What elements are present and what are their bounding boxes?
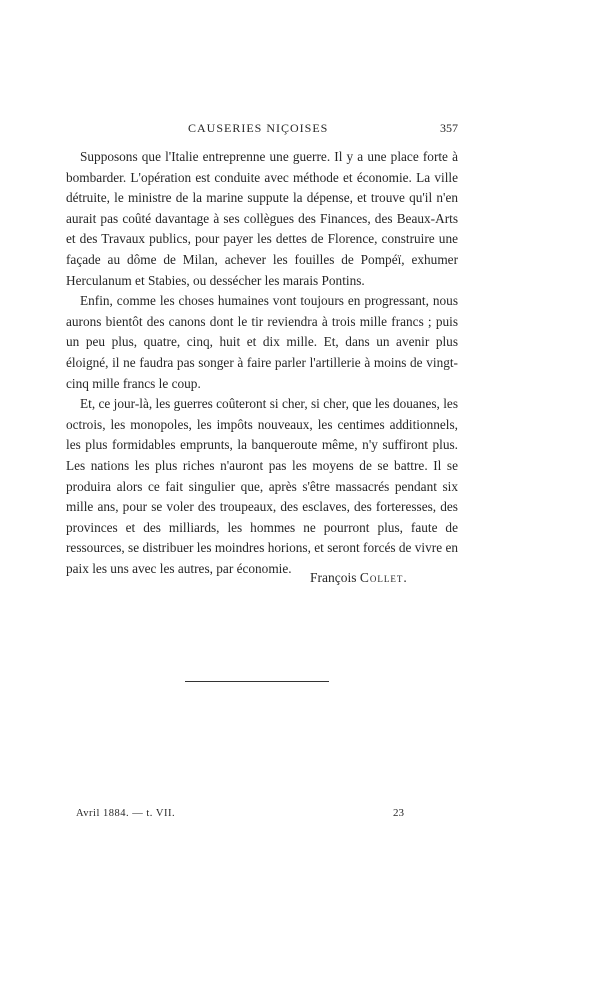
running-title: CAUSERIES NIÇOISES [188, 121, 329, 135]
issue-line: Avril 1884. — t. VII. [76, 808, 176, 819]
author-first-name: François [310, 570, 357, 585]
paragraph: Enfin, comme les choses humaines vont toujours en progressant, nous aurons bientôt des canons dont le tir reviendra à trois mille francs ; puis un peu plus, quatre, cinq, huit et dix mille. Et, dans un avenir plus éloigné, il ne faudra pas songer à faire parler l'artillerie à moins de vingt-cinq mille francs le coup. [66, 293, 458, 391]
paragraph: Supposons que l'Italie entreprenne une guerre. Il y a une place forte à bombarder. L'opération est conduite avec méthode et économie. La ville détruite, le ministre de la marine suppute la dépense, et trouve qu'il n'en aurait pas coûté davantage à ses collègues des Finances, des Beaux-Arts et des Travaux publics, pour payer les dettes de Florence, construire une façade au dôme de Milan, achever les fouilles de Pompéï, exhumer Herculanum et Stabies, ou dessécher les marais Pontins. [66, 149, 458, 288]
body-text [66, 147, 458, 579]
page-number: 357 [440, 121, 458, 135]
running-head [66, 121, 458, 139]
paragraph: Et, ce jour-là, les guerres coûteront si cher, si cher, que les douanes, les octrois, les monopoles, les impôts nouveaux, les centimes additionnels, les plus formidables emprunts, la banqueroute même, n'y suffiront plus. Les nations les plus riches n'auront pas les moyens de se battre. Il se produira alors ce fait singulier que, après s'être massacrés pendant six mille ans, pour se voler des troupeaux, des esclaves, des forteresses, des provinces et des milliards, les hommes ne pourront plus, faute de ressources, se distribuer les moindres horions, et seront forcés de vivre en paix les uns avec les autres, par économie. [66, 396, 458, 576]
author-signature [310, 570, 408, 586]
signature-mark: 23 [393, 807, 404, 819]
separator-rule [185, 681, 329, 682]
author-last-name: Collet. [359, 570, 408, 585]
